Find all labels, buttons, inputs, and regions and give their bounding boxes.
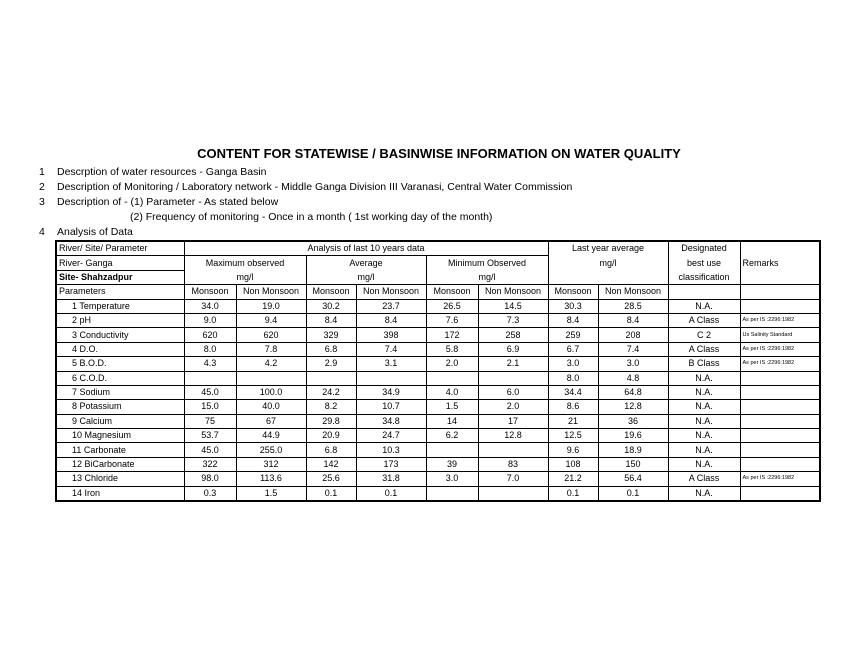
value-cell <box>426 371 478 385</box>
header-best-use: best use <box>668 256 740 270</box>
value-cell: 2.1 <box>478 357 548 371</box>
header-non-monsoon: Non Monsoon <box>598 285 668 299</box>
parameter-cell: 13 Chloride <box>56 472 184 486</box>
header-avg-unit: mg/l <box>306 270 426 284</box>
table-row <box>56 429 820 443</box>
value-cell: 45.0 <box>184 443 236 457</box>
remark-cell <box>740 457 820 471</box>
value-cell: 4.3 <box>184 357 236 371</box>
value-cell: 100.0 <box>236 385 306 399</box>
value-cell: 10.7 <box>356 400 426 414</box>
table-row <box>56 414 820 428</box>
value-cell <box>426 443 478 457</box>
value-cell: 7.3 <box>478 313 548 327</box>
value-cell: 1.5 <box>426 400 478 414</box>
value-cell: 142 <box>306 457 356 471</box>
value-cell: 8.4 <box>598 313 668 327</box>
header-min: Minimum Observed <box>426 256 548 270</box>
value-cell: 2.0 <box>426 357 478 371</box>
value-cell: 21.2 <box>548 472 598 486</box>
header-min-unit: mg/l <box>426 270 548 284</box>
classification-cell: A Class <box>668 342 740 356</box>
value-cell: 40.0 <box>236 400 306 414</box>
header-row-3 <box>56 270 820 284</box>
value-cell: 8.4 <box>548 313 598 327</box>
value-cell: 45.0 <box>184 385 236 399</box>
value-cell <box>478 486 548 501</box>
remark-cell <box>740 443 820 457</box>
value-cell: 17 <box>478 414 548 428</box>
description-text: Description of Monitoring / Laboratory network - Middle Ganga Division III Varanasi, Central Water Commission <box>57 181 573 193</box>
value-cell: 4.8 <box>598 371 668 385</box>
description-number: 3 <box>39 196 45 208</box>
value-cell: 2.9 <box>306 357 356 371</box>
value-cell: 12.5 <box>548 429 598 443</box>
remark-cell <box>740 400 820 414</box>
header-last-unit: mg/l <box>548 256 668 270</box>
value-cell: 21 <box>548 414 598 428</box>
description-number: 2 <box>39 181 45 193</box>
value-cell <box>478 443 548 457</box>
value-cell: 113.6 <box>236 472 306 486</box>
value-cell: 34.9 <box>356 385 426 399</box>
value-cell: 19.6 <box>598 429 668 443</box>
value-cell: 14 <box>426 414 478 428</box>
value-cell: 1.5 <box>236 486 306 501</box>
classification-cell: N.A. <box>668 429 740 443</box>
parameter-cell: 11 Carbonate <box>56 443 184 457</box>
value-cell: 29.8 <box>306 414 356 428</box>
value-cell: 20.9 <box>306 429 356 443</box>
table-row <box>56 371 820 385</box>
classification-cell: N.A. <box>668 443 740 457</box>
value-cell: 3.0 <box>548 357 598 371</box>
value-cell: 34.8 <box>356 414 426 428</box>
description-text: (2) Frequency of monitoring - Once in a month ( 1st working day of the month) <box>130 211 493 223</box>
value-cell: 12.8 <box>598 400 668 414</box>
value-cell: 6.7 <box>548 342 598 356</box>
classification-cell: B Class <box>668 357 740 371</box>
value-cell: 8.2 <box>306 400 356 414</box>
description-text: Description of - (1) Parameter - As stated below <box>57 196 279 208</box>
value-cell: 620 <box>184 328 236 342</box>
classification-cell: N.A. <box>668 400 740 414</box>
remark-cell: As per IS :2296:1982 <box>740 313 820 327</box>
parameter-cell: 1 Temperature <box>56 299 184 313</box>
header-non-monsoon: Non Monsoon <box>478 285 548 299</box>
value-cell: 24.7 <box>356 429 426 443</box>
value-cell: 30.3 <box>548 299 598 313</box>
classification-cell: N.A. <box>668 371 740 385</box>
value-cell: 150 <box>598 457 668 471</box>
header-params: Parameters <box>56 285 184 299</box>
header-river: River- Ganga <box>56 256 184 270</box>
remark-cell <box>740 486 820 501</box>
value-cell: 3.1 <box>356 357 426 371</box>
value-cell: 0.1 <box>548 486 598 501</box>
header-row-4 <box>56 285 820 299</box>
value-cell: 67 <box>236 414 306 428</box>
header-row-2 <box>56 256 820 270</box>
value-cell: 36 <box>598 414 668 428</box>
value-cell: 8.0 <box>184 342 236 356</box>
parameter-cell: 12 BiCarbonate <box>56 457 184 471</box>
remark-cell <box>740 299 820 313</box>
parameter-cell: 3 Conductivity <box>56 328 184 342</box>
remark-cell: Us Salinity Standard <box>740 328 820 342</box>
value-cell: 7.0 <box>478 472 548 486</box>
value-cell <box>356 371 426 385</box>
value-cell: 31.8 <box>356 472 426 486</box>
classification-cell: N.A. <box>668 414 740 428</box>
value-cell: 258 <box>478 328 548 342</box>
value-cell: 0.1 <box>598 486 668 501</box>
header-monsoon: Monsoon <box>426 285 478 299</box>
parameter-cell: 14 Iron <box>56 486 184 501</box>
value-cell: 6.8 <box>306 342 356 356</box>
value-cell <box>478 371 548 385</box>
value-cell: 173 <box>356 457 426 471</box>
value-cell: 398 <box>356 328 426 342</box>
remark-cell: As per IS :2296:1982 <box>740 342 820 356</box>
header-blank <box>740 285 820 299</box>
value-cell: 8.0 <box>548 371 598 385</box>
value-cell: 2.0 <box>478 400 548 414</box>
table-row <box>56 313 820 327</box>
value-cell: 8.6 <box>548 400 598 414</box>
header-remarks: Remarks <box>740 241 820 285</box>
classification-cell: N.A. <box>668 299 740 313</box>
description-number: 1 <box>39 166 45 178</box>
value-cell: 6.0 <box>478 385 548 399</box>
header-monsoon: Monsoon <box>184 285 236 299</box>
classification-cell: N.A. <box>668 385 740 399</box>
value-cell: 34.4 <box>548 385 598 399</box>
parameter-cell: 8 Potassium <box>56 400 184 414</box>
remark-cell: As per IS :2296:1982 <box>740 357 820 371</box>
header-classification: classification <box>668 270 740 284</box>
table-row <box>56 400 820 414</box>
value-cell: 329 <box>306 328 356 342</box>
parameter-cell: 5 B.O.D. <box>56 357 184 371</box>
table-row <box>56 385 820 399</box>
header-non-monsoon: Non Monsoon <box>236 285 306 299</box>
header-row-1 <box>56 241 820 256</box>
value-cell: 7.4 <box>356 342 426 356</box>
header-max: Maximum observed <box>184 256 306 270</box>
table-row <box>56 486 820 501</box>
water-quality-table <box>55 240 821 502</box>
value-cell: 3.0 <box>598 357 668 371</box>
header-monsoon: Monsoon <box>306 285 356 299</box>
table-row <box>56 457 820 471</box>
parameter-cell: 4 D.O. <box>56 342 184 356</box>
value-cell: 4.2 <box>236 357 306 371</box>
value-cell: 9.0 <box>184 313 236 327</box>
value-cell: 56.4 <box>598 472 668 486</box>
header-analysis: Analysis of last 10 years data <box>184 241 548 256</box>
classification-cell: C 2 <box>668 328 740 342</box>
header-non-monsoon: Non Monsoon <box>356 285 426 299</box>
value-cell <box>306 371 356 385</box>
value-cell: 0.3 <box>184 486 236 501</box>
parameter-cell: 7 Sodium <box>56 385 184 399</box>
value-cell: 7.4 <box>598 342 668 356</box>
value-cell: 6.2 <box>426 429 478 443</box>
parameter-cell: 10 Magnesium <box>56 429 184 443</box>
classification-cell: N.A. <box>668 486 740 501</box>
value-cell: 19.0 <box>236 299 306 313</box>
value-cell: 39 <box>426 457 478 471</box>
value-cell: 83 <box>478 457 548 471</box>
value-cell: 30.2 <box>306 299 356 313</box>
value-cell: 9.4 <box>236 313 306 327</box>
value-cell: 44.9 <box>236 429 306 443</box>
remark-cell <box>740 429 820 443</box>
value-cell: 0.1 <box>306 486 356 501</box>
header-last-blank <box>548 270 668 284</box>
value-cell: 108 <box>548 457 598 471</box>
value-cell: 6.9 <box>478 342 548 356</box>
value-cell <box>184 371 236 385</box>
value-cell: 15.0 <box>184 400 236 414</box>
value-cell: 4.0 <box>426 385 478 399</box>
parameter-cell: 9 Calcium <box>56 414 184 428</box>
value-cell: 620 <box>236 328 306 342</box>
header-site: Site- Shahzadpur <box>56 270 184 284</box>
value-cell: 28.5 <box>598 299 668 313</box>
classification-cell: A Class <box>668 472 740 486</box>
remark-cell: As per IS :2296:1982 <box>740 472 820 486</box>
value-cell: 322 <box>184 457 236 471</box>
value-cell <box>426 486 478 501</box>
description-number: 4 <box>39 226 45 238</box>
value-cell: 172 <box>426 328 478 342</box>
value-cell: 64.8 <box>598 385 668 399</box>
value-cell: 5.8 <box>426 342 478 356</box>
header-monsoon: Monsoon <box>548 285 598 299</box>
value-cell: 312 <box>236 457 306 471</box>
value-cell: 259 <box>548 328 598 342</box>
header-max-unit: mg/l <box>184 270 306 284</box>
table-row <box>56 472 820 486</box>
value-cell: 23.7 <box>356 299 426 313</box>
remark-cell <box>740 414 820 428</box>
description-text: Descrption of water resources - Ganga Basin <box>57 166 267 178</box>
header-blank <box>668 285 740 299</box>
value-cell: 34.0 <box>184 299 236 313</box>
value-cell: 9.6 <box>548 443 598 457</box>
value-cell: 10.3 <box>356 443 426 457</box>
value-cell: 6.8 <box>306 443 356 457</box>
value-cell: 208 <box>598 328 668 342</box>
value-cell: 255.0 <box>236 443 306 457</box>
value-cell: 3.0 <box>426 472 478 486</box>
classification-cell: A Class <box>668 313 740 327</box>
remark-cell <box>740 371 820 385</box>
table-row <box>56 342 820 356</box>
value-cell: 7.6 <box>426 313 478 327</box>
table-row <box>56 357 820 371</box>
header-last-year: Last year average <box>548 241 668 256</box>
description-text: Analysis of Data <box>57 226 133 238</box>
value-cell: 26.5 <box>426 299 478 313</box>
remark-cell <box>740 385 820 399</box>
value-cell: 8.4 <box>356 313 426 327</box>
value-cell: 0.1 <box>356 486 426 501</box>
parameter-cell: 6 C.O.D. <box>56 371 184 385</box>
value-cell: 98.0 <box>184 472 236 486</box>
header-river-site: River/ Site/ Parameter <box>56 241 184 256</box>
page-title: CONTENT FOR STATEWISE / BASINWISE INFORMATION ON WATER QUALITY <box>197 146 681 161</box>
value-cell: 75 <box>184 414 236 428</box>
value-cell: 8.4 <box>306 313 356 327</box>
classification-cell: N.A. <box>668 457 740 471</box>
parameter-cell: 2 pH <box>56 313 184 327</box>
value-cell: 25.6 <box>306 472 356 486</box>
table-row <box>56 443 820 457</box>
value-cell: 7.8 <box>236 342 306 356</box>
header-designated: Designated <box>668 241 740 256</box>
table-row <box>56 328 820 342</box>
value-cell: 12.8 <box>478 429 548 443</box>
header-avg: Average <box>306 256 426 270</box>
value-cell: 14.5 <box>478 299 548 313</box>
table-row <box>56 299 820 313</box>
value-cell: 53.7 <box>184 429 236 443</box>
value-cell: 18.9 <box>598 443 668 457</box>
value-cell: 24.2 <box>306 385 356 399</box>
value-cell <box>236 371 306 385</box>
